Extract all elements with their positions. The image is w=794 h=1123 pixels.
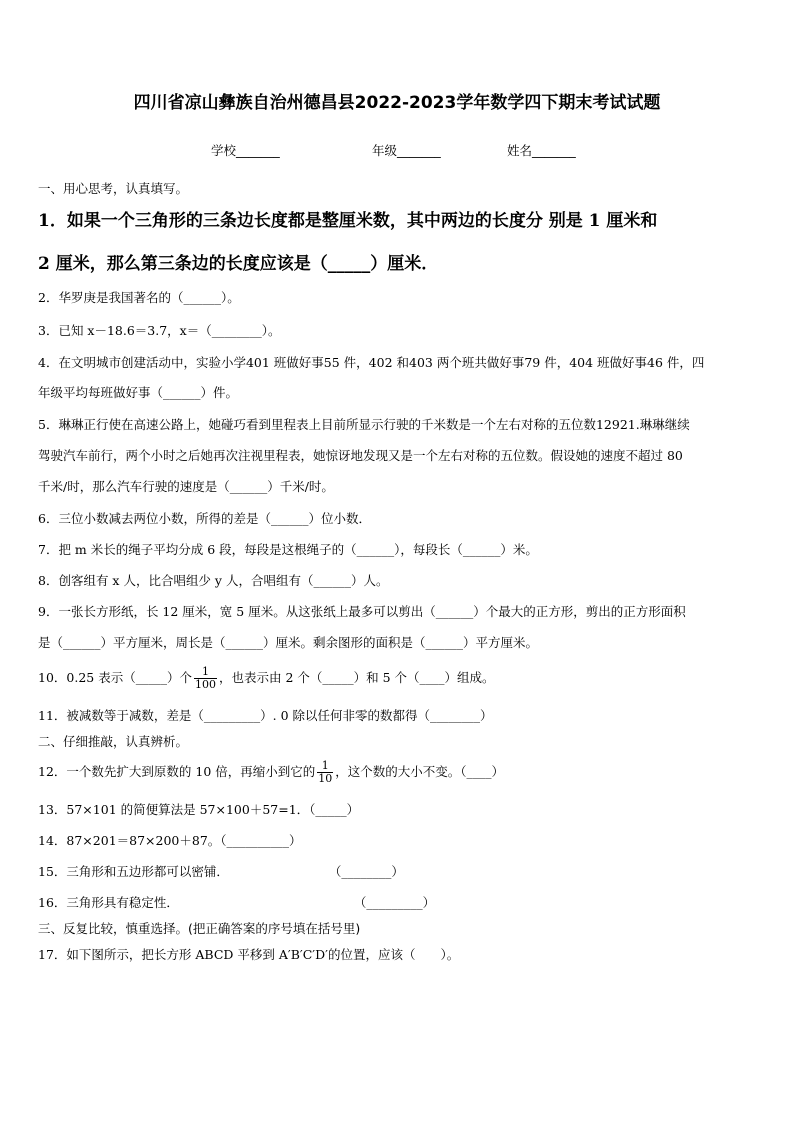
question-5-line-1: 5．琳琳正行使在高速公路上，她碰巧看到里程表上目前所显示行驶的千米数是一个左右对称的五位数12921.琳琳继续	[38, 417, 690, 432]
fraction-denominator: 100	[194, 678, 216, 691]
grade-field: 年级_______	[372, 143, 441, 158]
question-15: 15．三角形和五边形都可以密铺． （________）	[38, 864, 404, 879]
fraction-denominator: 10	[318, 772, 333, 785]
question-10-text-after: ，也表示由 2 个（_____）和 5 个（____）组成。	[218, 670, 495, 685]
question-12-text-before: 12．一个数先扩大到原数的 10 倍，再缩小到它的	[38, 764, 316, 779]
question-1-line-2: 2 厘米，那么第三条边的长度应该是（_____）厘米．	[38, 254, 439, 274]
section-3-heading: 三、反复比较，慎重选择。(把正确答案的序号填在括号里)	[38, 921, 361, 936]
section-2-heading: 二、仔细推敲，认真辨析。	[38, 734, 189, 749]
question-11: 11．被减数等于减数，差是（_________）. 0 除以任何非零的数都得（________）	[38, 708, 493, 723]
question-7: 7．把 m 米长的绳子平均分成 6 段，每段是这根绳子的（______），每段长（______）米。	[38, 542, 538, 557]
question-4-line-2: 年级平均每班做好事（______）件。	[38, 385, 239, 400]
question-9-line-2: 是（______）平方厘米，周长是（______）厘米。剩余图形的面积是（______）平方厘米。	[38, 635, 539, 650]
fraction-numerator: 1	[321, 759, 329, 772]
question-5-line-2: 驾驶汽车前行，两个小时之后她再次注视里程表，她惊讶地发现又是一个左右对称的五位数。假设她的速度不超过 80	[38, 448, 683, 463]
question-4-line-1: 4．在文明城市创建活动中，实验小学401 班做好事55 件，402 和403 两个班共做好事79 件，404 班做好事46 件，四	[38, 355, 705, 370]
section-1-heading: 一、用心思考，认真填写。	[38, 181, 189, 196]
question-9-line-1: 9．一张长方形纸，长 12 厘米，宽 5 厘米。从这张纸上最多可以剪出（______）个最大的正方形，剪出的正方形面积	[38, 604, 686, 619]
question-6: 6．三位小数减去两位小数，所得的差是（______）位小数．	[38, 511, 371, 526]
school-field: 学校_______	[211, 143, 280, 158]
fraction-numerator: 1	[201, 665, 209, 678]
question-2: 2．华罗庚是我国著名的（______）。	[38, 290, 240, 305]
question-12	[38, 760, 758, 785]
name-field: 姓名_______	[507, 143, 576, 158]
fraction-one-hundredth	[194, 666, 217, 691]
question-3: 3．已知 x－18.6＝3.7，x＝（________）。	[38, 323, 281, 338]
question-1-line-1: 1．如果一个三角形的三条边长度都是整厘米数，其中两边的长度分 别是 1 厘米和	[38, 211, 658, 231]
question-12-text-after: ，这个数的大小不变。（____）	[335, 764, 505, 779]
question-5-line-3: 千米/时，那么汽车行驶的速度是（______）千米/时。	[38, 479, 334, 494]
question-8: 8．创客组有 x 人，比合唱组少 y 人，合唱组有（______）人。	[38, 573, 389, 588]
question-16: 16．三角形具有稳定性． （_________）	[38, 895, 436, 910]
question-10-text-before: 10．0.25 表示（_____）个	[38, 670, 192, 685]
fraction-one-tenth	[317, 760, 333, 785]
question-13: 13．57×101 的简便算法是 57×100＋57=1．（_____）	[38, 802, 360, 817]
question-10	[38, 666, 758, 691]
question-14: 14．87×201＝87×200＋87。（__________）	[38, 833, 302, 848]
question-17: 17．如下图所示，把长方形 ABCD 平移到 A′B′C′D′的位置，应该（ ）。	[38, 947, 460, 962]
page-title: 四川省凉山彝族自治州德昌县2022-2023学年数学四下期末考试试题	[133, 93, 661, 113]
